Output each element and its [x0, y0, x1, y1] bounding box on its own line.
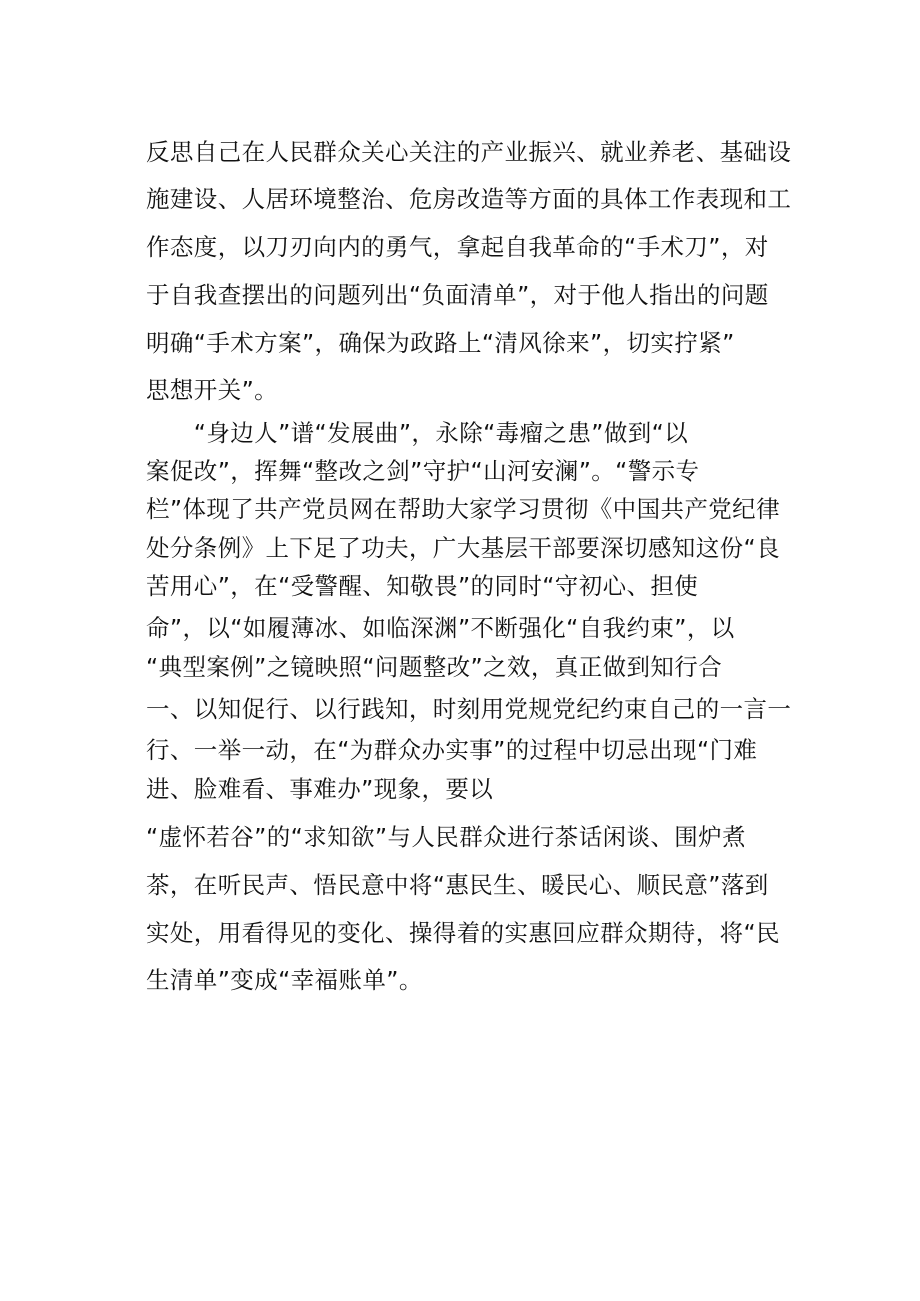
text-line: 处分条例》上下足了功夫，广大基层干部要深切感知这份“良 — [146, 534, 780, 562]
text-line: “典型案例”之镜映照“问题整改”之效，真正做到知行合 — [146, 653, 723, 681]
text-line: 一、以知促行、以行践知，时刻用党规党纪约束自己的一言一 — [146, 695, 792, 723]
text-line: 行、一举一动，在“为群众办实事”的过程中切忌出现“门难 — [146, 736, 758, 764]
text-line: 作态度，以刀刃向内的勇气，拿起自我革命的“手术刀”，对 — [146, 233, 769, 261]
text-line: 生清单”变成“幸福账单”。 — [146, 966, 423, 994]
text-line: 思想开关”。 — [146, 376, 279, 404]
text-line: “虚怀若谷”的“求知欲”与人民群众进行茶话闲谈、围炉煮 — [146, 823, 746, 851]
text-line: 命”，以“如履薄冰、如临深渊”不断强化“自我约束”，以 — [146, 614, 735, 642]
text-line: 施建设、人居环境整治、危房改造等方面的具体工作表现和工 — [146, 185, 792, 213]
text-line: “身边人”谱“发展曲”，永除“毒瘤之患”做到“以 — [146, 419, 689, 447]
text-line: 于自我查摆出的问题列出“负面清单”，对于他人指出的问题 — [146, 281, 769, 309]
text-line: 茶，在听民声、悟民意中将“惠民生、暖民心、顺民意”落到 — [146, 871, 769, 899]
text-line: 苦用心”，在“受警醒、知敬畏”的同时“守初心、担使 — [146, 572, 699, 600]
text-line: 进、脸难看、事难办”现象，要以 — [146, 775, 494, 803]
text-line: 实处，用看得见的变化、操得着的实惠回应群众期待，将“民 — [146, 919, 780, 947]
text-line: 案促改”，挥舞“整改之剑”守护“山河安澜”。“警示专 — [146, 457, 700, 485]
text-line: 明确“手术方案”，确保为政路上“清风徐来”，切实拧紧” — [146, 329, 735, 357]
text-line: 栏”体现了共产党员网在帮助大家学习贯彻《中国共产党纪律 — [146, 495, 780, 523]
text-line: 反思自己在人民群众关心关注的产业振兴、就业养老、基础设 — [146, 138, 792, 166]
